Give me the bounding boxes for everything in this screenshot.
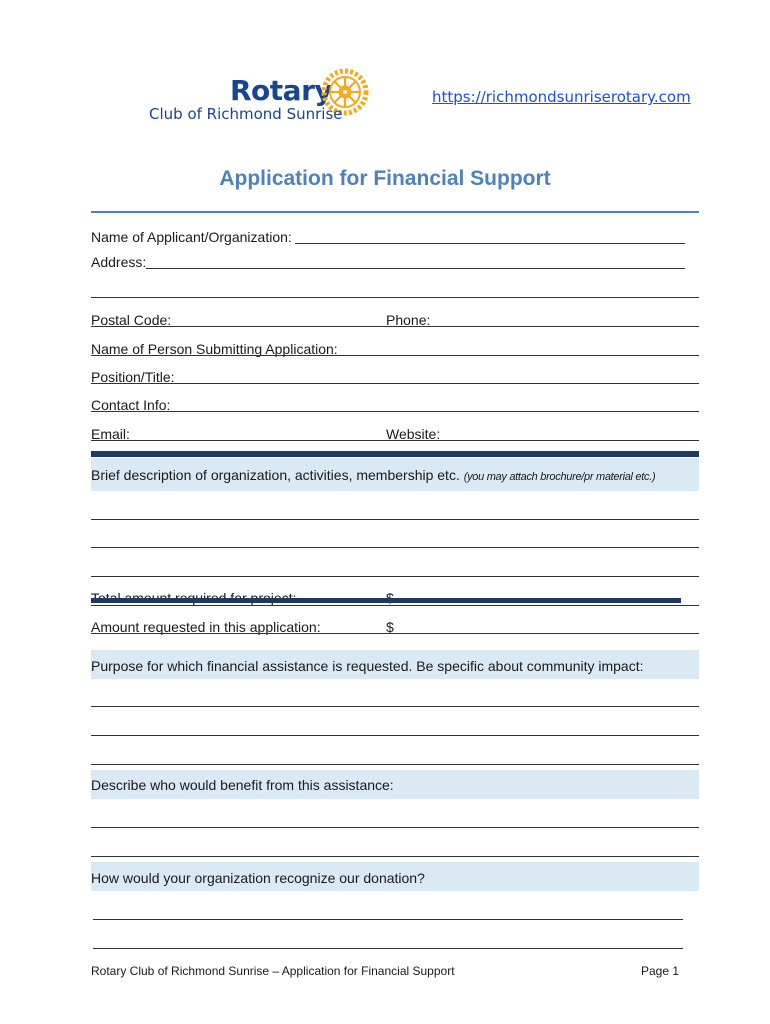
website-label: Website: [386,426,441,442]
brief-description-line-2[interactable] [91,547,699,548]
website-link[interactable]: https://richmondsunriserotary.com [432,88,691,106]
purpose-line-3[interactable] [91,764,699,765]
recognize-line-2[interactable] [93,948,683,949]
recognize-line-1[interactable] [93,919,683,920]
footer-text: Rotary Club of Richmond Sunrise – Application for Financial Support [91,964,455,978]
benefit-line-2[interactable] [91,856,699,857]
purpose-line-1[interactable] [91,706,699,707]
benefit-label: Describe who would benefit from this assistance: [91,777,394,793]
total-amount-field[interactable] [91,605,699,606]
contact-label: Contact Info: [91,397,171,413]
brief-description-note: (you may attach brochure/pr material etc.) [463,471,656,483]
requested-amount-currency: $ [386,619,394,635]
logo-subtitle: Club of Richmond Sunrise [149,105,343,123]
address-field-line-2[interactable] [91,297,699,298]
email-website-field[interactable] [91,440,699,441]
requested-amount-field[interactable] [91,633,699,634]
brief-description-line-1[interactable] [91,519,699,520]
applicant-name-label: Name of Applicant/Organization: [91,229,292,245]
benefit-line-1[interactable] [91,827,699,828]
recognize-label: How would your organization recognize our donation? [91,870,425,886]
email-label: Email: [91,426,130,442]
postal-code-label: Postal Code: [91,312,172,328]
requested-amount-label: Amount requested in this application: [91,619,321,635]
brief-description-label [91,467,655,483]
position-field[interactable] [91,383,699,384]
page-number: Page 1 [641,964,680,978]
contact-field[interactable] [91,411,699,412]
logo-wordmark: Rotary [230,74,333,107]
brief-description-text: Brief description of organization, activities, membership etc. [91,467,460,483]
phone-label: Phone: [386,312,431,328]
address-field[interactable] [146,268,685,269]
brief-description-line-3[interactable] [91,576,699,577]
applicant-name-field[interactable] [295,243,685,244]
section-divider [91,451,699,457]
submitter-label: Name of Person Submitting Application: [91,341,338,357]
purpose-line-2[interactable] [91,735,699,736]
position-label: Position/Title: [91,369,175,385]
postal-phone-field[interactable] [91,326,699,327]
title-rule [91,211,699,213]
address-label: Address: [91,254,147,270]
total-amount-strike-bar [91,598,681,603]
submitter-field[interactable] [91,355,699,356]
page-title: Application for Financial Support [219,167,551,190]
purpose-label: Purpose for which financial assistance is requested. Be specific about community impact: [91,658,644,674]
